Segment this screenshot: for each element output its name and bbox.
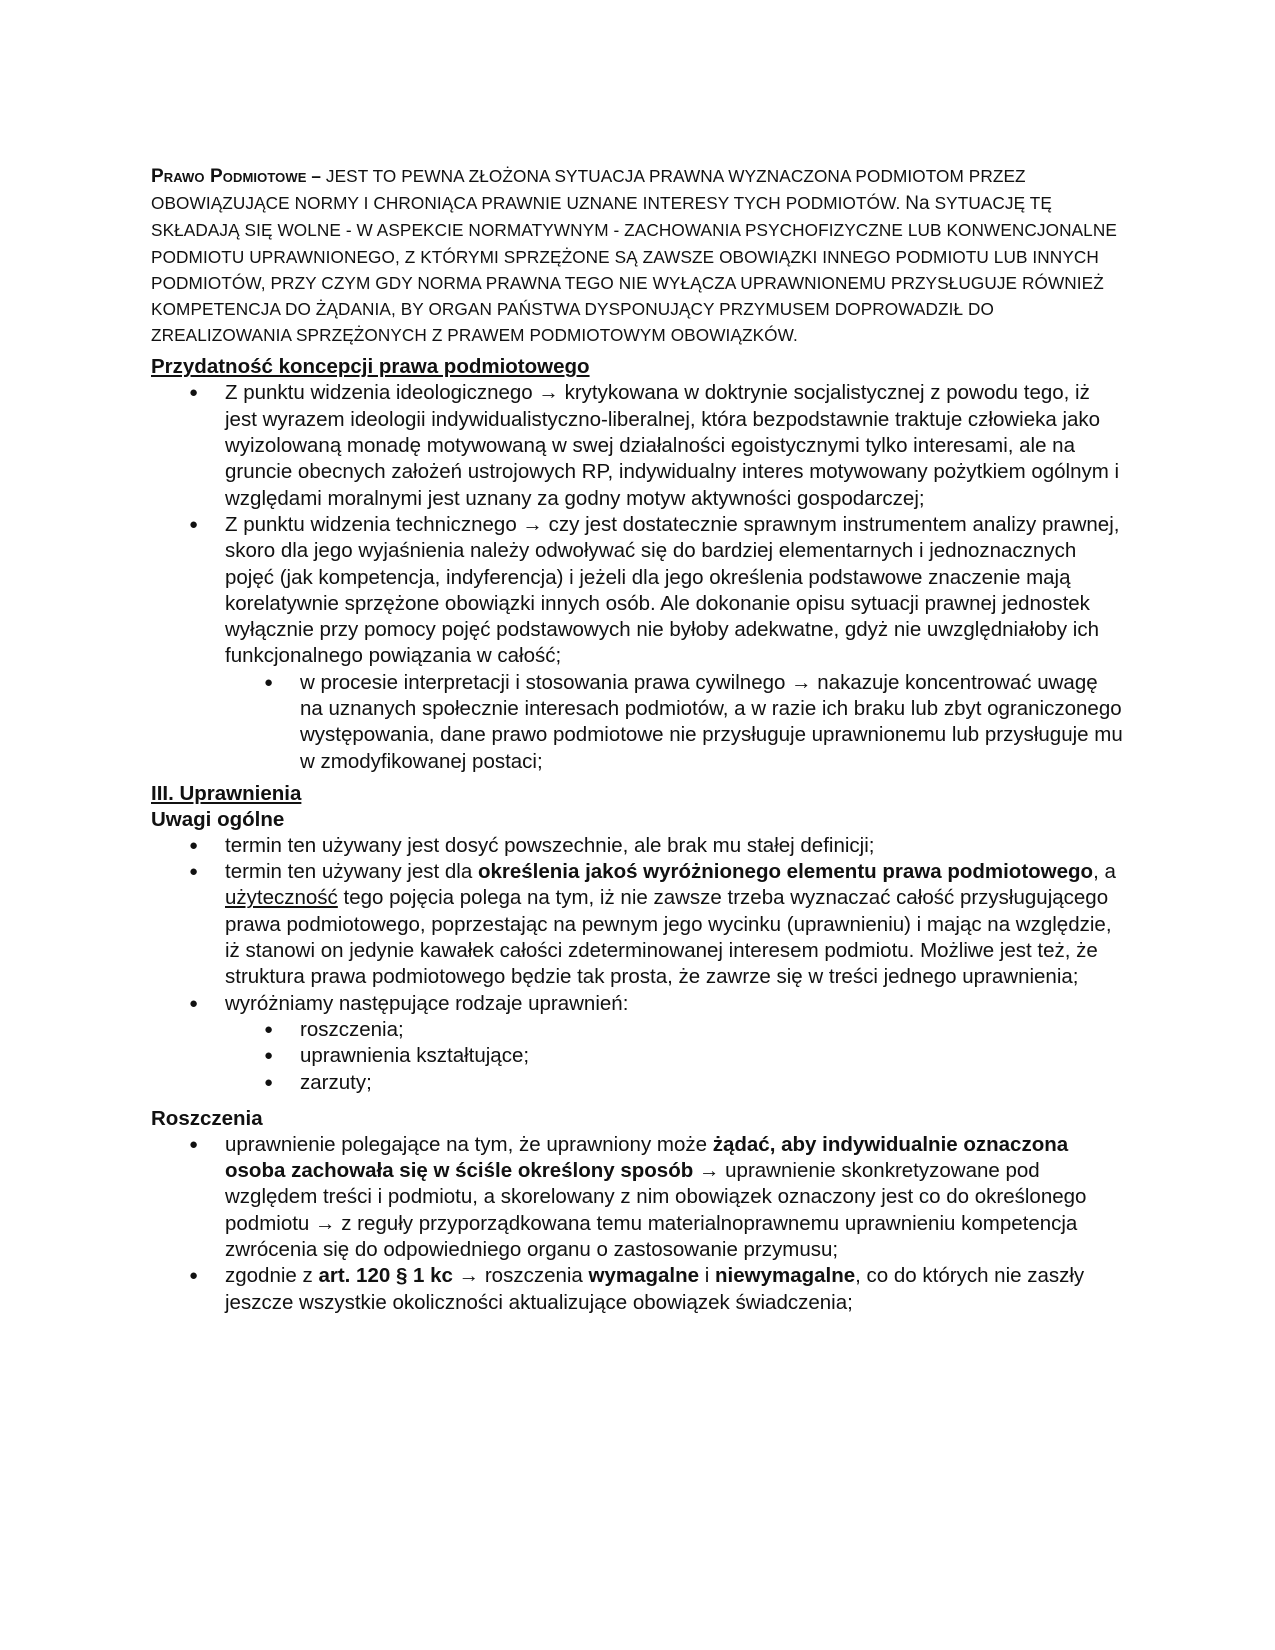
list-item: [189, 380, 1126, 511]
list-item-text: termin ten używany jest dosyć powszechnie, ale brak mu stałej definicji;: [225, 833, 875, 857]
list-przydatnosc: [151, 380, 1126, 774]
bullet-icon: ●: [189, 1135, 199, 1153]
list-roszczenia: [151, 1132, 1126, 1316]
bullet-icon: ●: [264, 1047, 274, 1065]
sublist-item-text: w procesie interpretacji i stosowania prawa cywilnego → nakazuje koncentrować uwagę na uznanych społecznie interesach podmiotów, a w razie ich braku lub zbyt ograniczonego występowania, dane prawo podmiotowe nie przysługuje uprawnionemu lub przysługuje mu w zmodyfikowanej postaci;: [300, 670, 1123, 773]
list-item-text: Z punktu widzenia ideologicznego → krytykowana w doktrynie socjalistycznej z powodu tego, iż jest wyrazem ideologii indywidualistyczno-liberalnej, która bezpodstawnie traktuje człowieka jako wyizolowaną monadę motywowaną w swej działalności egoistycznymi tylko interesami, ale na gruncie obecnych założeń ustrojowych RP, indywidualny interes motywowany pożytkiem ogólnym i względami moralnymi jest uznany za godny motyw aktywności gospodarczej;: [225, 381, 1120, 510]
sublist-item: [264, 670, 1126, 775]
list-item: [189, 512, 1126, 775]
list-item: [189, 1132, 1126, 1263]
sublist-item: [264, 1017, 1126, 1043]
subheading-uwagi-ogolne: Uwagi ogólne: [151, 807, 285, 831]
sublist-item-text: roszczenia;: [300, 1017, 404, 1041]
intro-definition-c: SYTUACJĘ TĘ SKŁADAJĄ SIĘ WOLNE - W ASPEKCIE NORMATYWNYM - ZACHOWANIA PSYCHOFIZYCZNE LUB KONWENCJONALNE PODMIOTU UPRAWNIONEGO, Z KTÓRYMI SPRZĘŻONE SĄ ZAWSZE OBOWIĄZKI INNEGO PODMIOTU LUB INNYCH PODMIOTÓW, PRZY CZYM GDY NORMA PRAWNA TEGO NIE WYŁĄCZA UPRAWNIONEMU PRZYSŁUGUJE RÓWNIEŻ KOMPETENCJA DO ŻĄDANIA, BY ORGAN PAŃSTWA DYSPONUJĄCY PRZYMUSEM DOPROWADZIŁ DO ZREALIZOWANIA SPRZĘŻONYCH Z PRAWEM PODMIOTOWYM OBOWIĄZKÓW.: [151, 193, 1117, 346]
list-item-bold-wymagalne: wymagalne: [588, 1264, 700, 1288]
list-item: [189, 833, 1126, 859]
list-uwagi-ogolne: [151, 833, 1126, 1096]
list-item-bold-article: art. 120 § 1 kc: [318, 1264, 453, 1288]
section-heading-przydatnosc: Przydatność koncepcji prawa podmiotowego: [151, 355, 590, 379]
sublist: [225, 1017, 1126, 1096]
list-item-text-c: → roszczenia: [452, 1264, 589, 1288]
list-item: [189, 991, 1126, 1096]
intro-dash: –: [306, 166, 326, 186]
list-item-text: wyróżniamy następujące rodzaje uprawnień:: [225, 991, 629, 1015]
list-item-bold: określenia jakoś wyróżnionego elementu prawa podmiotowego: [477, 860, 1094, 884]
bullet-icon: ●: [189, 863, 199, 881]
bullet-icon: ●: [264, 1020, 274, 1038]
document-page: [151, 163, 1126, 1316]
list-item-text-e: tego pojęcia polega na tym, iż nie zawsze trzeba wyznaczać całość przysługującego prawa podmiotowego, poprzestając na pewnym jego wycinku (uprawnieniu) i mając na względzie, iż stanowi on jedynie kawałek całości zdeterminowanej interesem podmiotu. Możliwe jest też, że struktura prawa podmiotowego będzie tak prosta, że zawrze się w treści jednego uprawnienia;: [225, 886, 1112, 989]
list-item-text-c: , a: [1093, 860, 1116, 884]
sublist-item: [264, 1043, 1126, 1069]
section-heading-uprawnienia: III. Uprawnienia: [151, 781, 302, 805]
list-item-text-g: , co do których nie zaszły jeszcze wszystkie okoliczności aktualizujące obowiązek świadczenia;: [225, 1264, 1085, 1314]
sublist: [225, 670, 1126, 775]
sublist-item: [264, 1070, 1126, 1096]
bullet-icon: ●: [189, 836, 199, 854]
list-item-underlined: użyteczność: [225, 886, 338, 910]
bullet-icon: ●: [264, 1073, 274, 1091]
sublist-item-text: uprawnienia kształtujące;: [300, 1044, 530, 1068]
sublist-item-text: zarzuty;: [300, 1070, 372, 1094]
bullet-icon: ●: [189, 994, 199, 1012]
list-item-text-a: zgodnie z: [225, 1264, 319, 1288]
list-item-text: Z punktu widzenia technicznego → czy jest dostatecznie sprawnym instrumentem analizy prawnej, skoro dla jego wyjaśnienia należy odwoływać się do bardziej elementarnych i jednoznacznych pojęć (jak kompetencja, indyferencja) i jeżeli dla jego określenia podstawowe znaczenie mają korelatywnie sprzężone obowiązki innych osób. Ale dokonanie opisu sytuacji prawnej jednostek wyłącznie przy pomocy pojęć podstawowych nie byłoby adekwatne, gdyż nie uwzględniałoby ich funkcjonalnego powiązania w całość;: [225, 512, 1120, 668]
list-item-bold: żądać, aby indywidualnie oznaczona osoba zachowała się w ściśle określony sposób: [225, 1132, 1069, 1183]
intro-definition-b: Na: [905, 193, 930, 215]
list-item-text-c: → uprawnienie skonkretyzowane pod względem treści i podmiotu, a skorelowany z nim obowiązek oznaczony jest co do określonego podmiotu → z reguły przyporządkowana temu materialnoprawnemu uprawnieniu kompetencja zwrócenia się do odpowiedniego organu o zastosowanie przymusu;: [225, 1159, 1087, 1262]
list-item-text-a: termin ten używany jest dla: [225, 860, 478, 884]
intro-term: Prawo Podmiotowe: [151, 166, 307, 187]
bullet-icon: ●: [189, 384, 199, 402]
list-item-text-a: uprawnienie polegające na tym, że uprawniony może: [225, 1132, 713, 1156]
list-item: [189, 859, 1126, 990]
bullet-icon: ●: [189, 515, 199, 533]
list-item-bold-niewymagalne: niewymagalne: [715, 1264, 856, 1288]
intro-paragraph: [151, 163, 1126, 348]
bullet-icon: ●: [189, 1267, 199, 1285]
list-item-text-e: i: [699, 1264, 716, 1288]
subheading-roszczenia: Roszczenia: [151, 1106, 263, 1130]
intro-definition-a: JEST TO PEWNA ZŁOŻONA SYTUACJA PRAWNA WYZNACZONA PODMIOTOM PRZEZ OBOWIĄZUJĄCE NORMY I CHRONIĄCA PRAWNIE UZNANE INTERESY TYCH PODMIOTÓW.: [151, 166, 1026, 214]
bullet-icon: ●: [264, 673, 274, 691]
list-item: [189, 1263, 1126, 1316]
